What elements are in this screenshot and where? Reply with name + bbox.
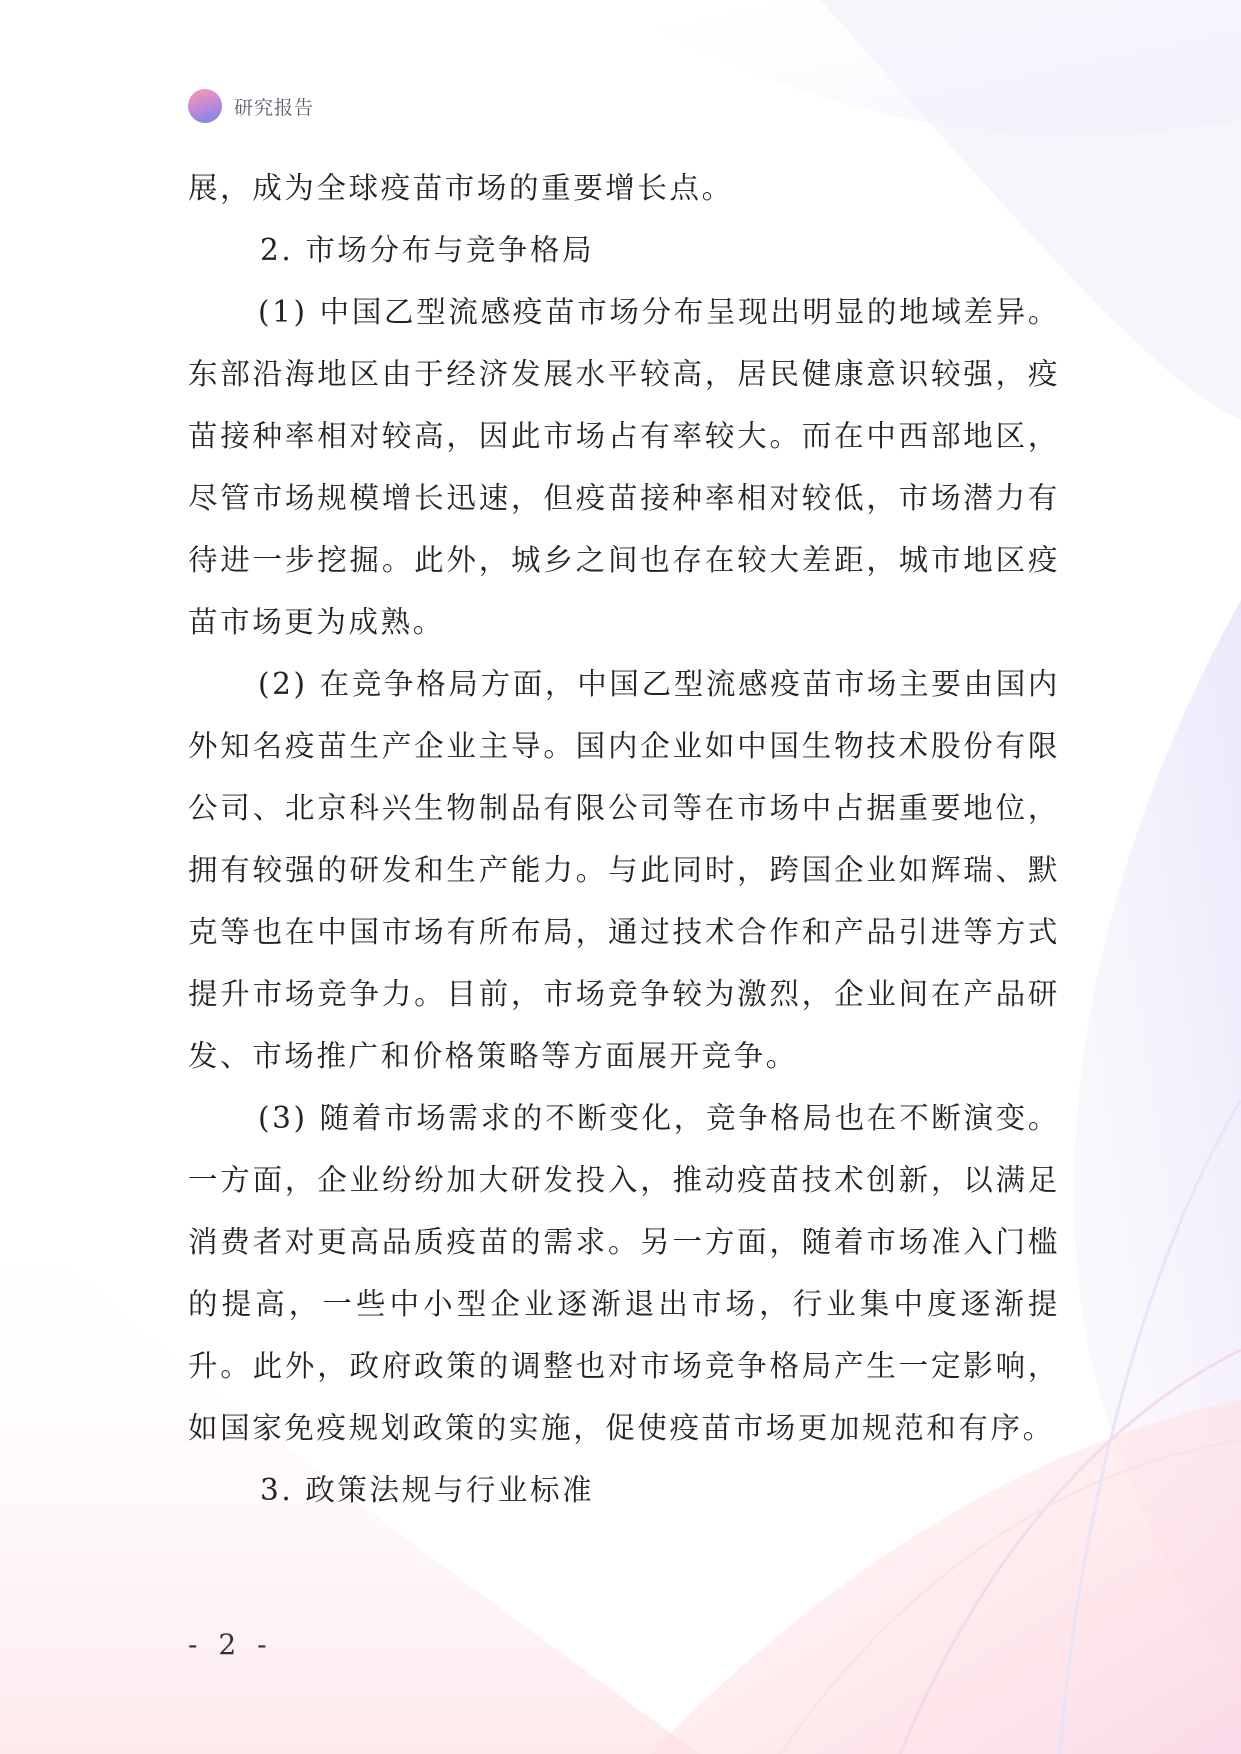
header-title: 研究报告 xyxy=(234,96,315,119)
section-heading-3: 3. 政策法规与行业标准 xyxy=(260,1473,595,1507)
paragraph-continuation: 展，成为全球疫苗市场的重要增长点。 xyxy=(188,171,734,205)
report-logo-icon xyxy=(188,89,222,123)
section-heading-2: 2. 市场分布与竞争格局 xyxy=(260,233,595,267)
page-number: - 2 - xyxy=(188,1628,273,1661)
paragraph-2: (2) 在竞争格局方面，中国乙型流感疫苗市场主要由国内外知名疫苗生产企业主导。国内企业如中国生物技术股份有限公司、北京科兴生物制品有限公司等在市场中占据重要地位，拥有较强的研发和生产能力。与此同时，跨国企业如辉瑞、默克等也在中国市场有所布局，通过技术合作和产品引进等方式提升市场竞争力。目前，市场竞争较为激烈，企业间在产品研发、市场推广和价格策略等方面展开竞争。 xyxy=(188,667,1060,1073)
paragraph-3: (3) 随着市场需求的不断变化，竞争格局也在不断演变。一方面，企业纷纷加大研发投入，推动疫苗技术创新，以满足消费者对更高品质疫苗的需求。另一方面，随着市场准入门槛的提高，一些中小型企业逐渐退出市场，行业集中度逐渐提升。此外，政府政策的调整也对市场竞争格局产生一定影响，如国家免疫规划政策的实施，促使疫苗市场更加规范和有序。 xyxy=(188,1101,1060,1445)
paragraph-1: (1) 中国乙型流感疫苗市场分布呈现出明显的地域差异。东部沿海地区由于经济发展水平较高，居民健康意识较强，疫苗接种率相对较高，因此市场占有率较大。而在中西部地区，尽管市场规模增长迅速，但疫苗接种率相对较低，市场潜力有待进一步挖掘。此外，城乡之间也存在较大差距，城市地区疫苗市场更为成熟。 xyxy=(188,295,1060,639)
document-body xyxy=(188,157,1060,1521)
document-header xyxy=(188,88,314,124)
